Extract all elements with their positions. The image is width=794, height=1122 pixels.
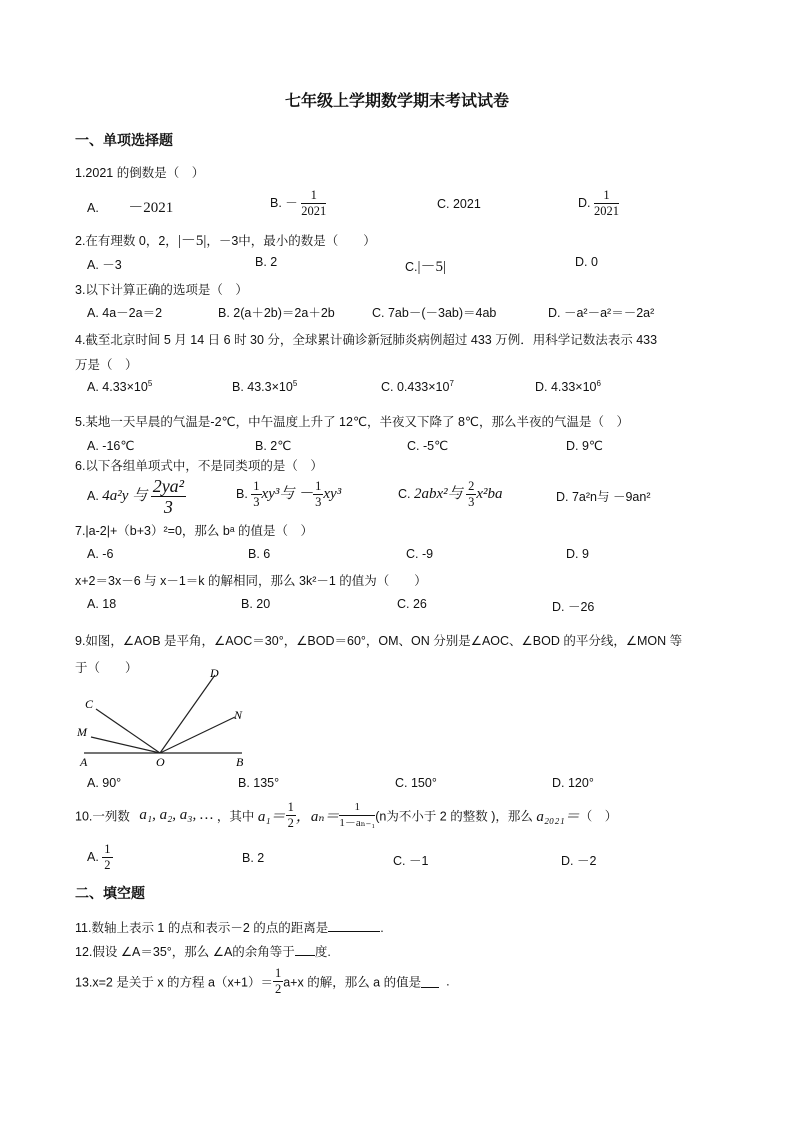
question-13 bbox=[75, 966, 450, 997]
q4-option-c[interactable] bbox=[381, 379, 454, 394]
math-expr: xy³ bbox=[323, 485, 342, 502]
q3-option-a[interactable]: A. 4a－2a＝2 bbox=[87, 306, 163, 320]
option-label: C. bbox=[398, 486, 411, 501]
option-label: A. bbox=[87, 201, 99, 215]
q10-option-a[interactable] bbox=[87, 842, 113, 873]
q6-option-d[interactable]: D. 7a²n与 －9an² bbox=[556, 490, 651, 504]
q10-option-b[interactable]: B. 2 bbox=[242, 851, 265, 865]
fraction-denominator: 1－aₙ₋₁ bbox=[339, 817, 376, 829]
fraction-denominator: 3 bbox=[315, 495, 322, 509]
stem-text: ，－3中，最小的数是（ ） bbox=[206, 234, 376, 248]
option-text: B. 43.3×10 bbox=[232, 380, 293, 395]
q1-option-a[interactable] bbox=[87, 196, 173, 217]
q8-option-a[interactable]: A. 18 bbox=[87, 597, 117, 611]
q5-option-d[interactable]: D. 9℃ bbox=[566, 439, 603, 453]
math-expr: xy³与 － bbox=[261, 485, 314, 502]
fraction-numerator: 1 bbox=[253, 479, 260, 493]
stem-text: a+x 的解，那么 a 的值是 bbox=[283, 975, 422, 990]
q3-option-d[interactable]: D. －a²－a²＝－2a² bbox=[548, 306, 655, 320]
q9-option-b[interactable]: B. 135° bbox=[238, 776, 280, 790]
q7-option-c[interactable]: C. -9 bbox=[406, 547, 434, 561]
option-text: D. 4.33×10 bbox=[535, 380, 597, 395]
angle-figure bbox=[70, 660, 260, 770]
q3-option-b[interactable]: B. 2(a＋2b)＝2a＋2b bbox=[218, 306, 335, 320]
label-n: N bbox=[234, 708, 243, 722]
ray-oc bbox=[96, 709, 160, 753]
q8-option-c[interactable]: C. 26 bbox=[397, 597, 427, 611]
q2-option-a[interactable]: A. －3 bbox=[87, 258, 122, 272]
label-a: A bbox=[80, 755, 88, 769]
fraction-numerator: 2ya² bbox=[152, 476, 185, 496]
q7-option-a[interactable]: A. -6 bbox=[87, 547, 114, 561]
fraction-denominator: 2 bbox=[104, 858, 111, 872]
q8-option-d[interactable]: D. －26 bbox=[552, 600, 595, 614]
fraction-numerator: 1 bbox=[274, 966, 282, 980]
option-label: B. － bbox=[270, 195, 298, 210]
q10-option-c[interactable]: C. －1 bbox=[393, 854, 429, 868]
q6-option-c[interactable] bbox=[398, 479, 503, 510]
q2-option-c[interactable] bbox=[405, 255, 446, 276]
answer-blank[interactable] bbox=[421, 975, 439, 988]
q4-option-a[interactable] bbox=[87, 379, 152, 394]
q4-option-b[interactable] bbox=[232, 379, 297, 394]
stem-text: （ ） bbox=[579, 809, 618, 824]
option-label: C. bbox=[405, 260, 418, 274]
option-value: |－5| bbox=[417, 259, 447, 275]
page-title: 七年级上学期数学期末考试试卷 bbox=[284, 93, 509, 110]
q1-option-c[interactable]: C. 2021 bbox=[437, 197, 481, 211]
question-8-stem: x+2＝3x－6 与 x－1＝k 的解相同，那么 3k²－1 的值为（ ） bbox=[75, 574, 427, 588]
question-5-stem: 5.某地一天早晨的气温是-2℃，中午温度上升了 12℃，半夜又下降了 8℃，那么半夜的气温是（ ） bbox=[75, 415, 629, 429]
math-abs: |－5| bbox=[177, 233, 207, 249]
math-expr: 2abx²与 bbox=[413, 485, 463, 502]
question-9-stem: 9.如图，∠AOB 是平角，∠AOC＝30°，∠BOD＝60°，OM、ON 分别是∠AOC、∠BOD 的平分线，∠MON 等 bbox=[75, 634, 683, 648]
fraction-numerator: 1 bbox=[301, 188, 326, 204]
stem-text: . bbox=[446, 974, 450, 989]
q1-option-d[interactable] bbox=[578, 188, 619, 219]
question-2-stem bbox=[75, 229, 376, 250]
q7-option-b[interactable]: B. 6 bbox=[248, 547, 271, 561]
math-sequence: a₁, a₂, a₃, … bbox=[139, 807, 214, 823]
exponent: 7 bbox=[449, 379, 454, 388]
option-label: D. bbox=[578, 195, 591, 210]
ray-od bbox=[160, 675, 215, 753]
stem-text: ，其中 bbox=[216, 809, 255, 824]
question-4-stem-line1: 4.截至北京时间 5 月 14 日 6 时 30 分，全球累计确诊新冠肺炎病例超过 433 万例．用科学记数法表示 433 bbox=[75, 333, 658, 347]
q7-option-d[interactable]: D. 9 bbox=[566, 547, 589, 561]
fraction-numerator: 1 bbox=[315, 479, 322, 493]
fraction-numerator: 2 bbox=[468, 479, 475, 493]
option-label: A. bbox=[87, 488, 99, 503]
q3-option-c[interactable]: C. 7ab－(－3ab)＝4ab bbox=[372, 306, 497, 320]
question-4-stem-line2: 万是（ ） bbox=[75, 358, 138, 372]
q9-option-d[interactable]: D. 120° bbox=[552, 776, 594, 790]
stem-text: . bbox=[380, 921, 384, 935]
question-10-stem bbox=[75, 800, 617, 831]
answer-blank[interactable] bbox=[328, 919, 380, 932]
stem-text: 度. bbox=[314, 945, 331, 959]
stem-text: 2.在有理数 0，2， bbox=[75, 234, 178, 248]
question-11 bbox=[75, 918, 384, 936]
section-heading-choice: 一、单项选择题 bbox=[75, 132, 173, 148]
stem-text: 10.一列数 bbox=[75, 809, 130, 824]
ray-om bbox=[91, 737, 160, 753]
stem-text: (n为不小于 2 的整数 )，那么 bbox=[375, 809, 533, 824]
label-d: D bbox=[210, 666, 219, 680]
stem-text: 11.数轴上表示 1 的点和表示－2 的点的距离是 bbox=[75, 921, 329, 935]
option-label: B. bbox=[236, 486, 248, 501]
q1-option-b[interactable] bbox=[270, 188, 326, 219]
fraction-denominator: 2 bbox=[274, 982, 282, 996]
question-9-stem-line2: 于（ ） bbox=[75, 661, 138, 675]
question-6-stem: 6.以下各组单项式中，不是同类项的是（ ） bbox=[75, 459, 323, 473]
q2-option-d[interactable]: D. 0 bbox=[575, 255, 598, 269]
exponent: 5 bbox=[292, 379, 298, 388]
fraction-denominator: 2021 bbox=[593, 204, 619, 218]
math-expr: ，aₙ＝ bbox=[295, 809, 340, 825]
math-expr: x²ba bbox=[476, 485, 503, 502]
math-expr: a₂₀₂₁＝ bbox=[536, 809, 580, 825]
exponent: 6 bbox=[596, 379, 601, 388]
q2-option-b[interactable]: B. 2 bbox=[255, 255, 278, 269]
q5-option-a[interactable]: A. -16℃ bbox=[87, 439, 135, 453]
question-3-stem: 3.以下计算正确的选项是（ ） bbox=[75, 283, 248, 297]
option-label: A. bbox=[87, 849, 99, 864]
math-expr: 4a²y 与 bbox=[102, 487, 148, 504]
q5-option-b[interactable]: B. 2℃ bbox=[255, 439, 292, 453]
fraction-denominator: 3 bbox=[253, 495, 260, 509]
q10-option-d[interactable]: D. －2 bbox=[561, 854, 597, 868]
q9-option-c[interactable]: C. 150° bbox=[395, 776, 437, 790]
fraction-numerator: 1 bbox=[594, 188, 619, 204]
fraction-numerator: 1 bbox=[104, 842, 111, 856]
fraction-numerator: 1 bbox=[287, 800, 294, 814]
stem-text: 12.假设 ∠A＝35°，那么 ∠A的余角等于 bbox=[75, 945, 295, 959]
q6-option-a[interactable] bbox=[87, 476, 186, 517]
fraction-denominator: 2 bbox=[287, 816, 294, 830]
option-text: C. 0.433×10 bbox=[381, 380, 450, 395]
fraction-denominator: 2021 bbox=[301, 204, 327, 218]
math-expr: a₁＝ bbox=[257, 809, 286, 825]
question-7-stem: 7.|a-2|+（b+3）²=0，那么 bᵃ 的值是（ ） bbox=[75, 524, 313, 538]
option-text: A. 4.33×10 bbox=[87, 380, 148, 395]
fraction-denominator: 3 bbox=[163, 497, 173, 517]
question-12 bbox=[75, 942, 331, 960]
label-o: O bbox=[156, 755, 165, 769]
question-1-stem: 1.2021 的倒数是（ ） bbox=[75, 166, 205, 180]
label-b: B bbox=[236, 755, 244, 769]
label-m: M bbox=[77, 725, 87, 739]
fraction-numerator: 1 bbox=[339, 800, 375, 816]
section-heading-fill: 二、填空题 bbox=[75, 885, 145, 901]
exponent: 5 bbox=[147, 379, 153, 388]
q6-option-b[interactable] bbox=[236, 479, 341, 510]
ray-on bbox=[160, 717, 235, 753]
fraction-denominator: 3 bbox=[468, 495, 475, 509]
label-c: C bbox=[85, 697, 94, 711]
answer-blank[interactable] bbox=[295, 943, 315, 956]
stem-text: 13.x=2 是关于 x 的方程 a（x+1）＝ bbox=[75, 975, 273, 990]
q5-option-c[interactable]: C. -5℃ bbox=[407, 439, 449, 453]
q8-option-b[interactable]: B. 20 bbox=[241, 597, 271, 611]
q4-option-d[interactable] bbox=[535, 379, 601, 394]
q9-option-a[interactable]: A. 90° bbox=[87, 776, 122, 790]
option-value: －2021 bbox=[128, 200, 174, 216]
